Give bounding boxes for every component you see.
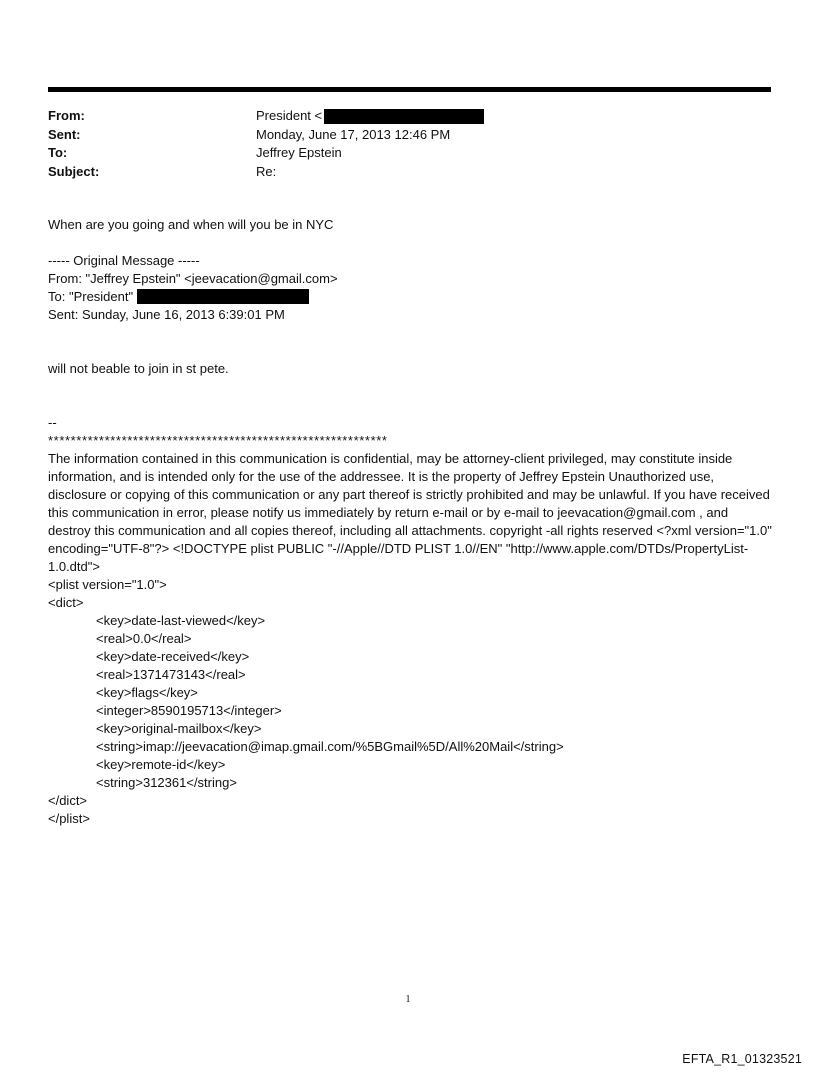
dict-line: <key>date-received</key> [96,649,250,664]
dict-line: <string>312361</string> [96,775,237,790]
dict-line: <real>1371473143</real> [96,667,246,682]
signature-dashes: -- [48,415,57,430]
dict-line: <string>imap://jeevacation@imap.gmail.com/%5BGmail%5D/All%20Mail</string> [96,739,564,754]
original-sent: Sent: Sunday, June 16, 2013 6:39:01 PM [48,307,285,322]
subject-label: Subject: [48,163,100,179]
from-value-wrap [256,107,484,126]
disclaimer-text: The information contained in this communication is confidential, may be attorney-client privileged, may constitute inside information, and is intended only for the use of the addressee. It is the property of Jeffrey Epstein Unauthorized use, disclosure or copying of this communication or any part thereof is strictly prohibited and may be unlawful. If you have received this communication in error, please notify us immediately by return e-mail or by e-mail to jeevacation@gmail.com , and destroy this communication and all copies thereof, including all attachments. copyright -all rights reserved <?xml version="1.0" encoding="UTF-8"?> <!DOCTYPE plist PUBLIC "-//Apple//DTD PLIST 1.0//EN" "http://www.apple.com/DTDs/PropertyList-1.0.dtd"> [48,451,772,574]
original-to: To: "President" [48,289,137,304]
dict-close: </dict> [48,793,88,808]
dict-open: <dict> [48,595,84,610]
dict-line: <key>remote-id</key> [96,757,226,772]
from-value: President < [256,108,323,123]
header-rule [48,87,771,92]
from-label: From: [48,108,85,123]
subject-value: Re: [256,163,277,179]
plist-close: </plist> [48,811,90,826]
page-number: 1 [405,994,411,1005]
header-subject-row [48,163,768,182]
bates-number: EFTA_R1_01323521 [682,1052,802,1066]
header-to-row [48,144,768,163]
plist-open: <plist version="1.0"> [48,577,167,592]
dict-line: <real>0.0</real> [96,631,192,646]
original-message-marker: ----- Original Message ----- [48,253,200,268]
email-body [48,216,773,828]
dict-line: <integer>8590195713</integer> [96,703,282,718]
signature-stars: ************************************************************ [48,433,388,448]
dict-line: <key>date-last-viewed</key> [96,613,266,628]
reply-text: When are you going and when will you be in NYC [48,217,334,232]
original-from: From: "Jeffrey Epstein" <jeevacation@gmail.com> [48,271,338,286]
dict-line: <key>original-mailbox</key> [96,721,262,736]
sent-value: Monday, June 17, 2013 12:46 PM [256,126,451,142]
sent-label: Sent: [48,126,81,142]
email-header [48,107,768,181]
to-label: To: [48,145,68,160]
header-from-row [48,107,768,126]
original-to-row [48,288,773,306]
original-text: will not beable to join in st pete. [48,361,229,376]
dict-line: <key>flags</key> [96,685,198,700]
redaction-box [324,109,484,124]
redaction-box [137,289,309,304]
header-sent-row [48,126,768,145]
to-value: Jeffrey Epstein [256,145,342,160]
